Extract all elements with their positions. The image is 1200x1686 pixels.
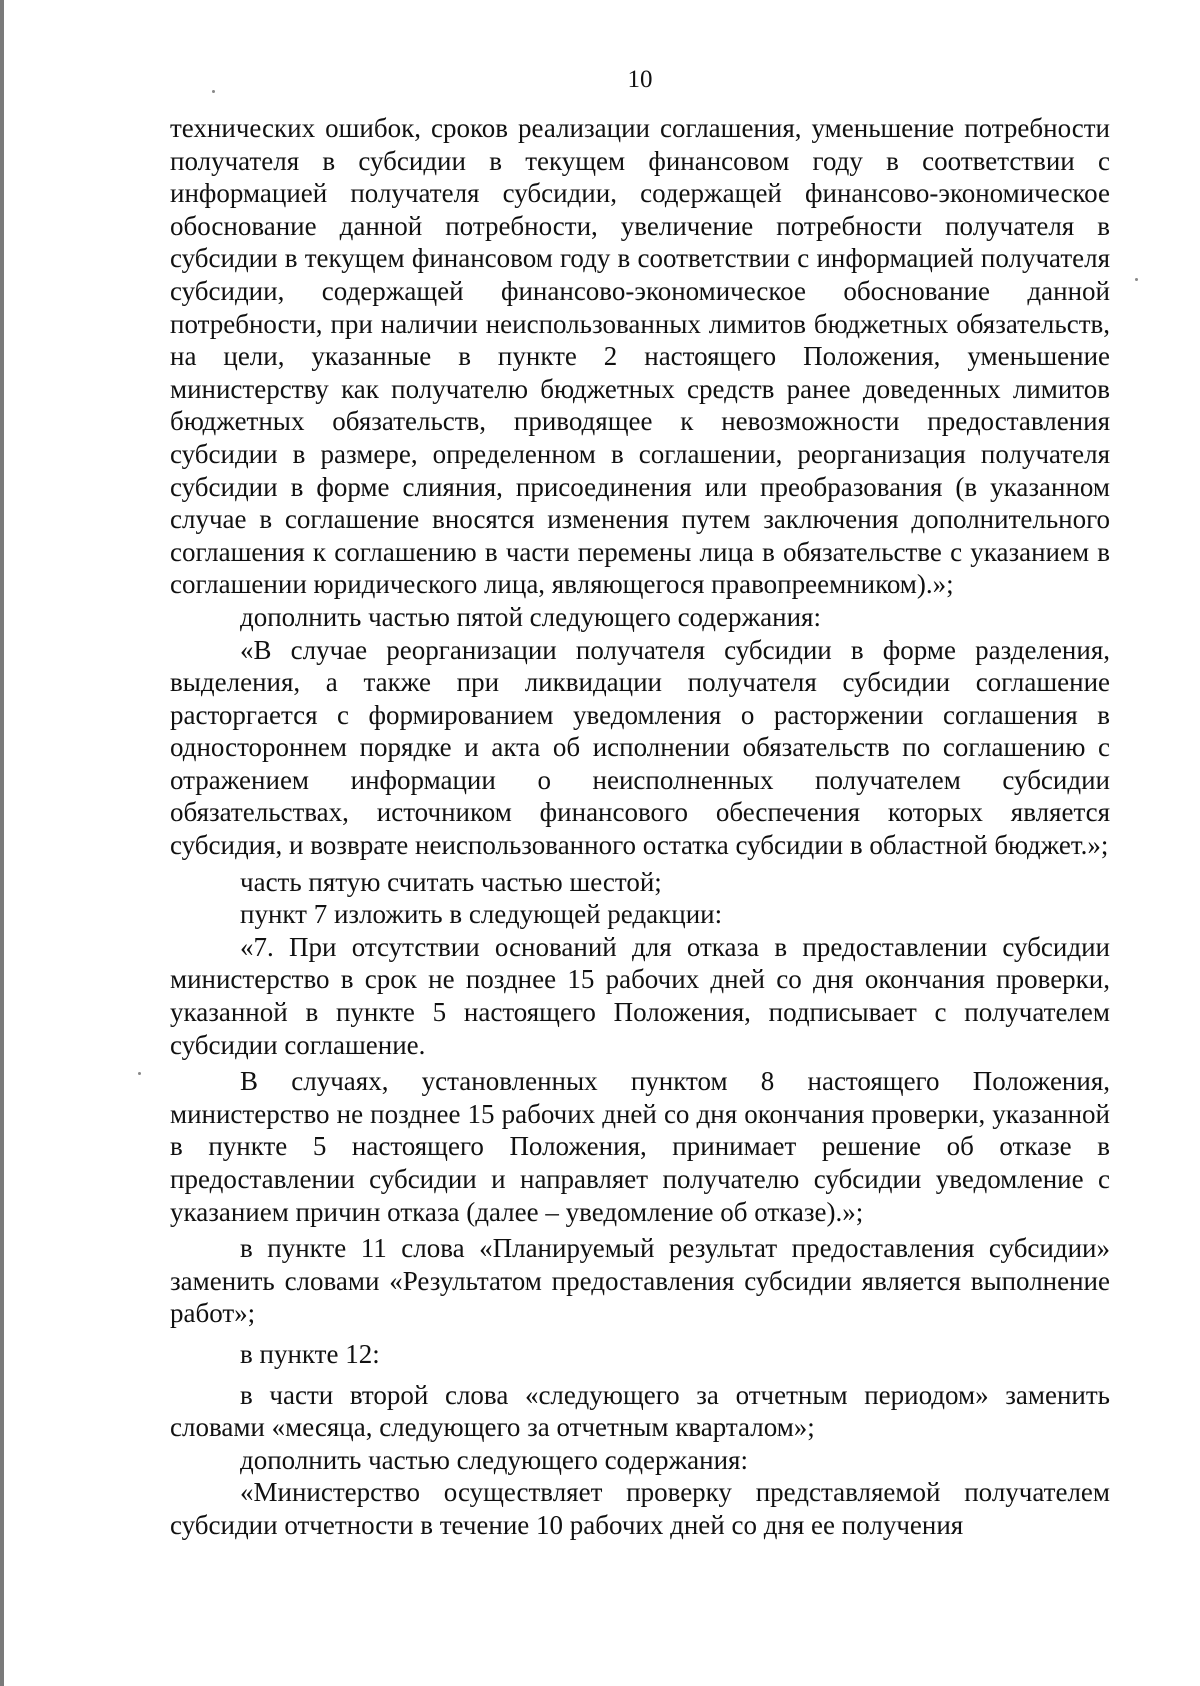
paragraph-quoted-text: «Министерство осуществляет проверку представляемой получателем субсидии отчетности в течение 10 рабочих дней со дня ее получения: [170, 1477, 1110, 1540]
paragraph-amendment: в пункте 11 слова «Планируемый результат предоставления субсидии» заменить словами «Результатом предоставления субсидии является выполнение работ»;: [170, 1233, 1110, 1329]
scan-edge-shadow: [0, 0, 4, 1686]
paragraph-continuation: технических ошибок, сроков реализации соглашения, уменьшение потребности получателя в субсидии в текущем финансовом году в соответствии с информацией получателя субсидии, содержащей финансово-экономическое обоснование данной потребности, увеличение потребности получателя в субсидии в текущем финансовом году в соответствии с информацией получателя субсидии, содержащей финансово-экономическое обоснование данной потребности, при наличии неиспользованных лимитов бюджетных обязательств, на цели, указанные в пункте 2 настоящего Положения, уменьшение министерству как получателю бюджетных средств ранее доведенных лимитов бюджетных обязательств, приводящее к невозможности предоставления субсидии в размере, определенном в соглашении, реорганизация получателя субсидии в форме слияния, присоединения или преобразования (в указанном случае в соглашение вносятся изменения путем заключения дополнительного соглашения к соглашению в части перемены лица в обязательстве с указанием в соглашении юридического лица, являющегося правопреемником).»;: [170, 113, 1110, 600]
document-body: [170, 112, 1110, 1542]
paragraph-amendment: в части второй слова «следующего за отчетным периодом» заменить словами «месяца, следующего за отчетным кварталом»;: [170, 1379, 1110, 1443]
paragraph-amendment: в пункте 12:: [240, 1338, 380, 1369]
paragraph-quoted-text: В случаях, установленных пунктом 8 настоящего Положения, министерство не позднее 15 рабочих дней со дня окончания проверки, указанной в пункте 5 настоящего Положения, принимает решение об отказе в предоставлении субсидии и направляет получателю субсидии уведомление с указанием причин отказа (далее – уведомление об отказе).»;: [170, 1066, 1110, 1227]
paragraph-amendment: дополнить частью следующего содержания:: [240, 1444, 748, 1475]
page-number: 10: [627, 66, 653, 93]
paragraph-quoted-text: «В случае реорганизации получателя субсидии в форме разделения, выделения, а также при ликвидации получателя субсидии соглашение расторгается с формированием уведомления о расторжении соглашения в одностороннем порядке и акта об исполнении обязательств по соглашению с отражением информации о неисполненных получателем субсидии обязательствах, источником финансового обеспечения которых является субсидия, и возврате неиспользованного остатка субсидии в областной бюджет.»;: [170, 634, 1110, 861]
paragraph-amendment: пункт 7 изложить в следующей редакции:: [240, 899, 723, 930]
scan-speck: [1135, 278, 1138, 281]
paragraph-amendment: дополнить частью пятой следующего содержания:: [240, 601, 821, 632]
paragraph-amendment: часть пятую считать частью шестой;: [240, 866, 662, 897]
scan-speck: [138, 1072, 141, 1075]
paragraph-quoted-text: «7. При отсутствии оснований для отказа в предоставлении субсидии министерство в срок не позднее 15 рабочих дней со дня окончания проверки, указанной в пункте 5 настоящего Положения, подписывает с получателем субсидии соглашение.: [170, 931, 1110, 1060]
